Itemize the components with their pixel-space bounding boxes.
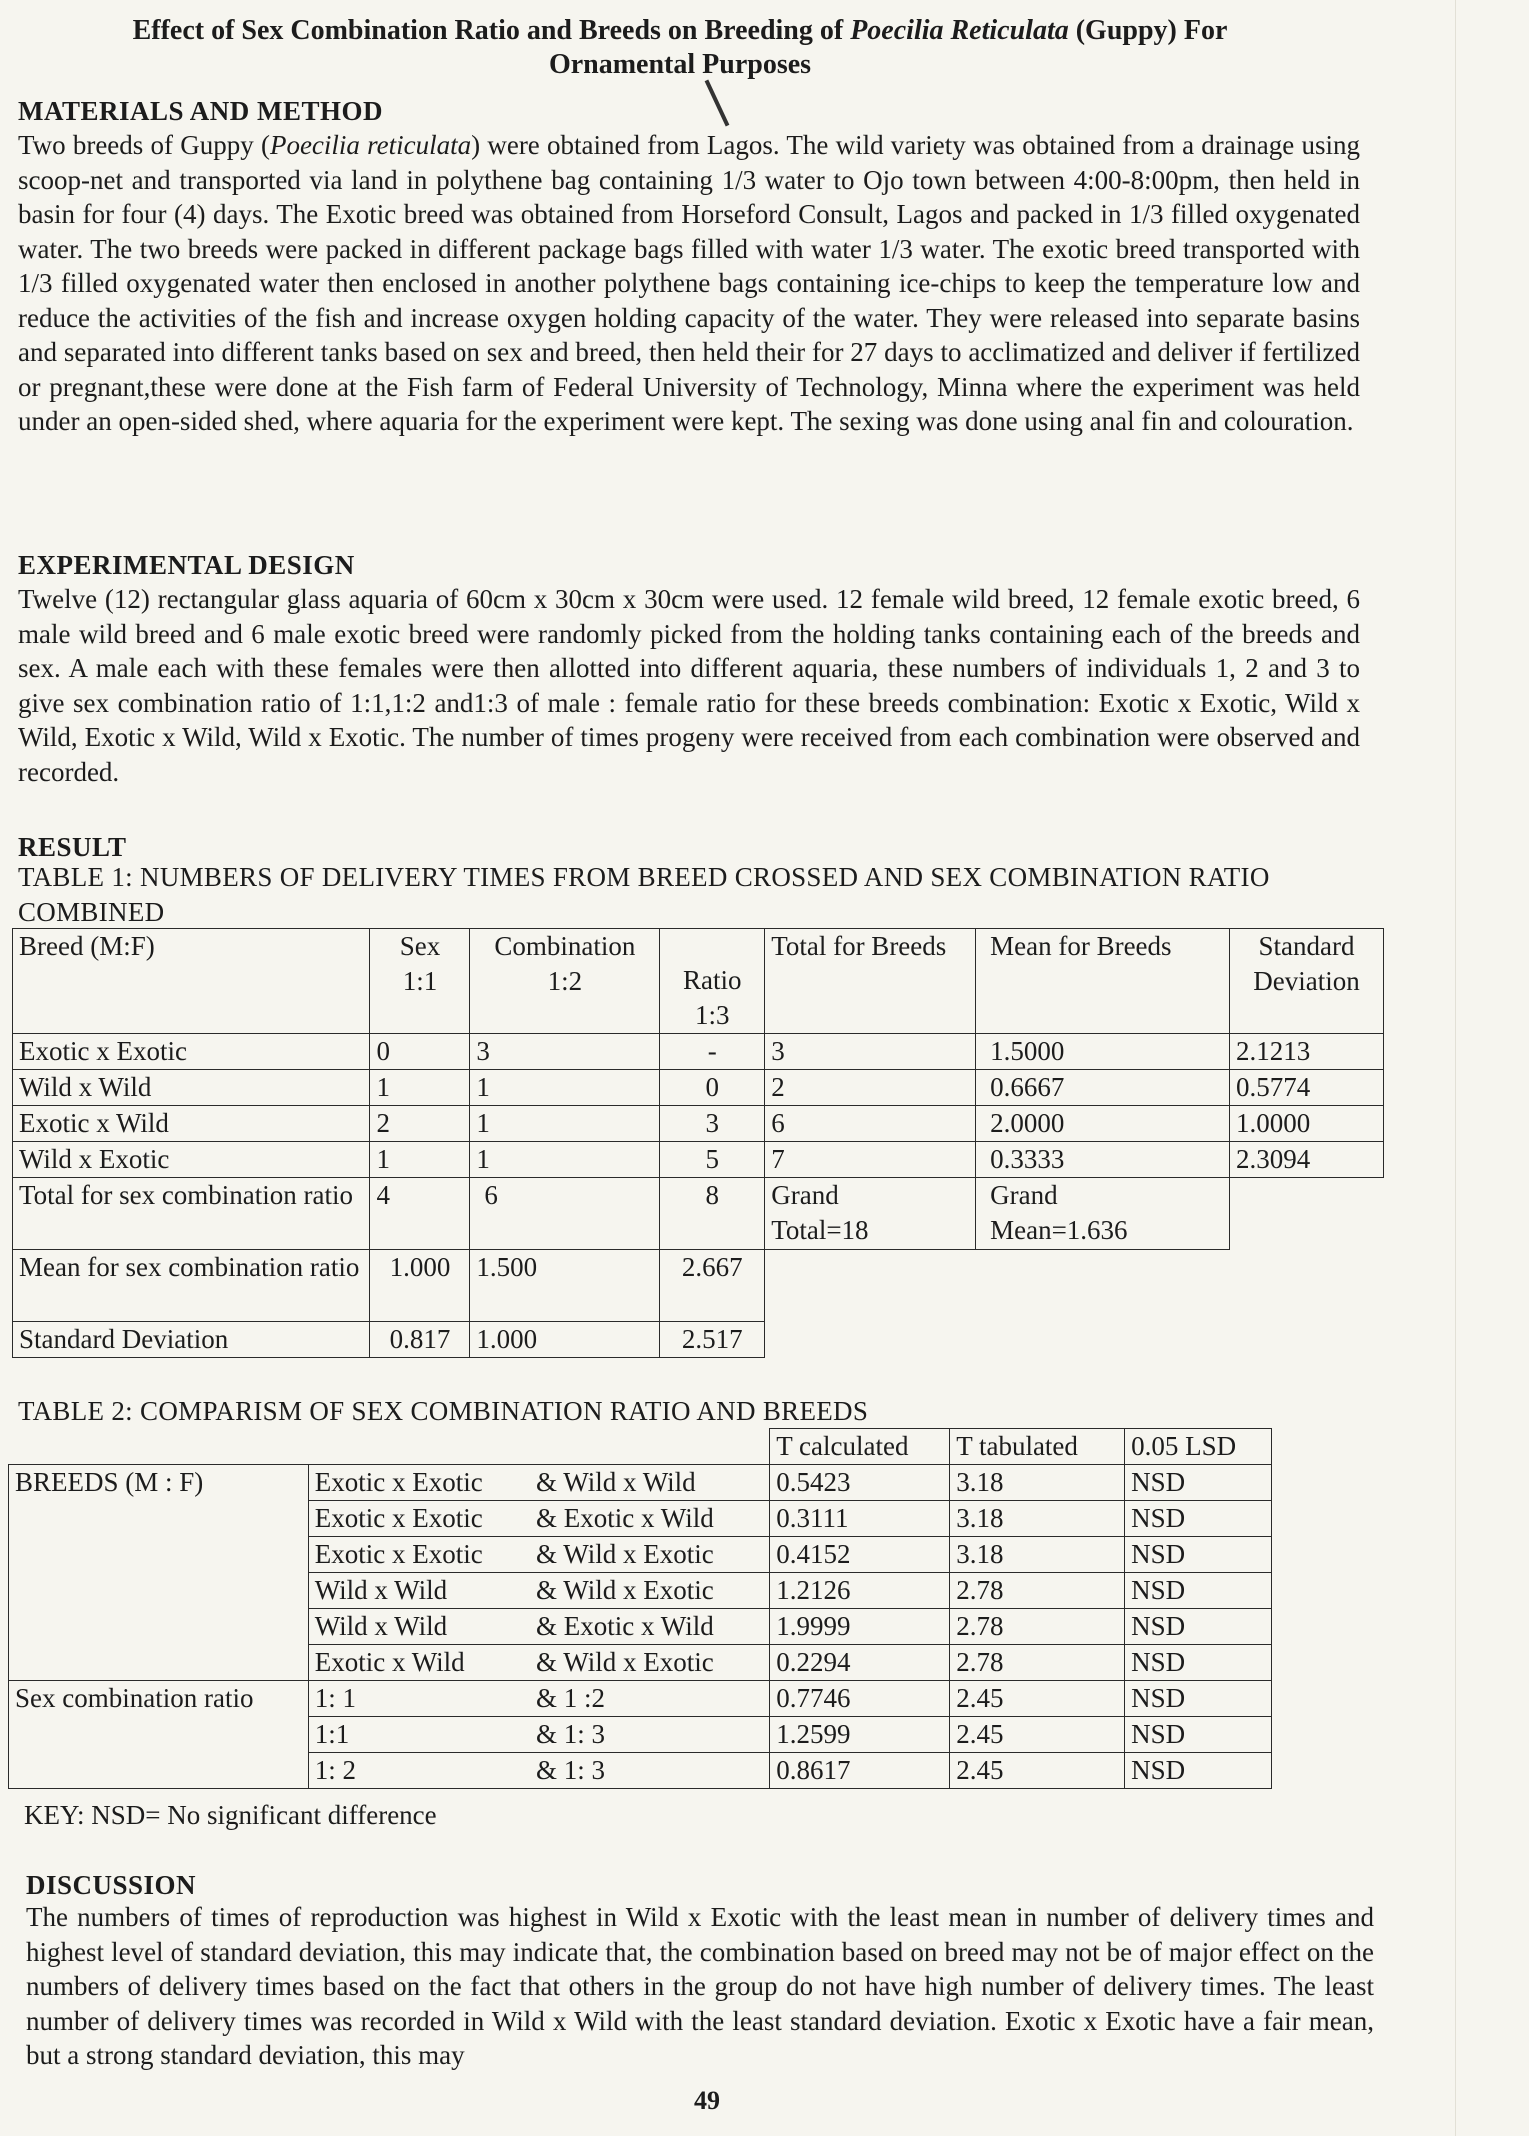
table2-cell: 1:1 [308, 1717, 530, 1753]
table2-cell: 2.45 [950, 1717, 1125, 1753]
table2-caption: TABLE 2: COMPARISM OF SEX COMBINATION RATIO AND BREEDS [18, 1396, 869, 1426]
table1-header-cell: Total for Breeds [765, 929, 976, 1034]
table1-cell: Wild x Exotic [13, 1142, 370, 1178]
table1-cell: 1 [470, 1142, 660, 1178]
table2-cell: 2.78 [950, 1645, 1125, 1681]
table1-caption: TABLE 1: NUMBERS OF DELIVERY TIMES FROM BREED CROSSED AND SEX COMBINATION RATIO COMBINED [18, 862, 1270, 927]
table2-cell: NSD [1125, 1573, 1272, 1609]
table1-cell: 1.500 [470, 1250, 660, 1322]
table1-cell: 1.5000 [976, 1034, 1230, 1070]
table1-cell: 2.517 [660, 1322, 765, 1358]
result-heading: RESULT [18, 832, 127, 862]
materials-text-post: ) were obtained from Lagos. The wild variety was obtained from a drainage using scoop-net and transported via land in polythene bag containing 1/3 water to Ojo town between 4:00-8:00pm, then held in basin for four (4) days. The Exotic breed was obtained from Horseford Consult, Lagos and packed in 1/3 filled oxygenated water. The two breeds were packed in different package bags filled with water 1/3 water. The exotic breed transported with 1/3 filled oxygenated water then enclosed in another polythene bags containing ice-chips to keep the temperature low and reduce the activities of the fish and increase oxygen holding capacity of the water. They were released into separate basins and separated into different tanks based on sex and breed, then held their for 27 days to acclimatized and deliver if fertilized or pregnant,these were done at the Fish farm of Federal University of Technology, Minna where the experiment was held under an open-sided shed, where aquaria for the experiment were kept. The sexing was done using anal fin and colouration. [18, 130, 1360, 436]
table2-group-label: BREEDS (M : F) [9, 1465, 309, 1681]
table2-cell: NSD [1125, 1537, 1272, 1573]
table1-header-row [13, 929, 1384, 1034]
table-row [13, 1142, 1384, 1178]
table2-empty-cell [530, 1429, 770, 1465]
table-row [9, 1465, 1272, 1501]
title-line1-b: (Guppy) For [1068, 15, 1228, 46]
title-line1-a: Effect of Sex Combination Ratio and Breeds on Breeding of [132, 15, 851, 46]
table2-cell: NSD [1125, 1753, 1272, 1789]
table-row [9, 1681, 1272, 1717]
table2-cell: & Exotic x Wild [530, 1609, 770, 1645]
table1-cell: 2.667 [660, 1250, 765, 1322]
table2-header-cell: T tabulated [950, 1429, 1125, 1465]
table2-cell: & Wild x Exotic [530, 1537, 770, 1573]
table2-cell: NSD [1125, 1645, 1272, 1681]
pen-mark [705, 79, 730, 126]
table2-cell: 3.18 [950, 1537, 1125, 1573]
table2-group-label: Sex combination ratio [9, 1681, 309, 1789]
table2-cell: & 1 :2 [530, 1681, 770, 1717]
table-row [13, 1106, 1384, 1142]
table1-header-cell: Standard Deviation [1230, 929, 1384, 1034]
table1-cell: 1.000 [470, 1322, 660, 1358]
table1-cell: 0 [370, 1034, 470, 1070]
table2-cell: NSD [1125, 1609, 1272, 1645]
table2-cell: & Exotic x Wild [530, 1501, 770, 1537]
table1-cell: 1 [370, 1142, 470, 1178]
table1-cell: 0.5774 [1230, 1070, 1384, 1106]
table2-header-cell: T calculated [770, 1429, 950, 1465]
table1-cell: 0 [660, 1070, 765, 1106]
table1-header-cell: Sex 1:1 [370, 929, 470, 1034]
table1-cell: Grand Mean=1.636 [976, 1178, 1230, 1250]
table1-cell: 2 [765, 1070, 976, 1106]
table1-cell: Exotic x Wild [13, 1106, 370, 1142]
table2-cell: 2.45 [950, 1681, 1125, 1717]
table1-header-cell: Mean for Breeds [976, 929, 1230, 1034]
table1-cell: 2.0000 [976, 1106, 1230, 1142]
table2-empty-cell [9, 1429, 309, 1465]
table1-cell: - [660, 1034, 765, 1070]
table1-cell: 1 [370, 1070, 470, 1106]
table1-cell: Wild x Wild [13, 1070, 370, 1106]
table2-header-cell: 0.05 LSD [1125, 1429, 1272, 1465]
materials-heading: MATERIALS AND METHOD [18, 96, 384, 126]
table1-mean-row [13, 1250, 1384, 1322]
table2-cell: 1.9999 [770, 1609, 950, 1645]
table2-cell: & Wild x Exotic [530, 1573, 770, 1609]
table1-cell: 3 [470, 1034, 660, 1070]
table1-cell: 2.3094 [1230, 1142, 1384, 1178]
table1-cell: 2.1213 [1230, 1034, 1384, 1070]
table2-cell: Exotic x Exotic [308, 1537, 530, 1573]
table2-cell: 2.45 [950, 1753, 1125, 1789]
table1-header-cell: Combination 1:2 [470, 929, 660, 1034]
table-row [13, 1070, 1384, 1106]
table1-empty-cell [1230, 1250, 1384, 1322]
discussion-paragraph: The numbers of times of reproduction was highest in Wild x Exotic with the least mean in number of delivery times and highest level of standard deviation, this may indicate that, the combination based on breed may not be of major effect on the numbers of delivery times based on the fact that others in the group do not have high number of delivery times. The least number of delivery times was recorded in Wild x Wild with the least standard deviation. Exotic x Exotic have a fair mean, but a strong standard deviation, this may [26, 1902, 1374, 2070]
table1-cell: 0.3333 [976, 1142, 1230, 1178]
table1-cell: 8 [660, 1178, 765, 1250]
page-edge-line [1455, 0, 1456, 2136]
table2-cell: 3.18 [950, 1501, 1125, 1537]
design-heading: EXPERIMENTAL DESIGN [18, 550, 355, 580]
table1-empty-cell [1230, 1178, 1384, 1250]
table1-sd-row [13, 1322, 1384, 1358]
table2-cell: 1: 1 [308, 1681, 530, 1717]
table2-cell: & Wild x Wild [530, 1465, 770, 1501]
table2-cell: Exotic x Exotic [308, 1501, 530, 1537]
table1-cell: 1.0000 [1230, 1106, 1384, 1142]
table1-cell: Standard Deviation [13, 1322, 370, 1358]
table2-cell: Wild x Wild [308, 1573, 530, 1609]
table1-cell: 3 [660, 1106, 765, 1142]
page-number: 49 [694, 2086, 720, 2115]
materials-text-pre: Two breeds of Guppy ( [18, 130, 270, 160]
table1-empty-cell [1230, 1322, 1384, 1358]
discussion-heading: DISCUSSION [26, 1870, 197, 1900]
table2-cell: 1.2599 [770, 1717, 950, 1753]
table2-cell: 1: 2 [308, 1753, 530, 1789]
table1-cell: 1 [470, 1106, 660, 1142]
table1-cell: 6 [470, 1178, 660, 1250]
table2-header-row [9, 1429, 1272, 1465]
table1-cell: 3 [765, 1034, 976, 1070]
table2-cell: NSD [1125, 1465, 1272, 1501]
table1-cell: Mean for sex combination ratio [13, 1250, 370, 1322]
table1-cell: 6 [765, 1106, 976, 1142]
table1-cell: Exotic x Exotic [13, 1034, 370, 1070]
table1-cell: Grand Total=18 [765, 1178, 976, 1250]
table2-cell: 3.18 [950, 1465, 1125, 1501]
table2-cell: 2.78 [950, 1573, 1125, 1609]
table-key: KEY: NSD= No significant difference [24, 1800, 437, 1830]
design-paragraph: Twelve (12) rectangular glass aquaria of 60cm x 30cm x 30cm were used. 12 female wild breed, 12 female exotic breed, 6 male wild breed and 6 male exotic breed were randomly picked from the holding tanks containing each of the breeds and sex. A male each with these females were then allotted into different aquaria, these numbers of individuals 1, 2 and 3 to give sex combination ratio of 1:1,1:2 and1:3 of male : female ratio for these breeds combination: Exotic x Exotic, Wild x Wild, Exotic x Wild, Wild x Exotic. The number of times progeny were received from each combination were observed and recorded. [18, 584, 1360, 787]
title-species: Poecilia Reticulata [850, 15, 1069, 46]
table1-cell: 7 [765, 1142, 976, 1178]
table1-cell: 1.000 [370, 1250, 470, 1322]
table1-cell: 0.6667 [976, 1070, 1230, 1106]
table1-empty-cell [976, 1250, 1230, 1322]
table1-total-row [13, 1178, 1384, 1250]
table1 [12, 928, 1384, 1358]
materials-paragraph [18, 128, 1360, 439]
table1-empty-cell [765, 1250, 976, 1322]
title-line2: Ornamental Purposes [548, 49, 812, 80]
table1-cell: 1 [470, 1070, 660, 1106]
table1-cell: 2 [370, 1106, 470, 1142]
table2-cell: Wild x Wild [308, 1609, 530, 1645]
table1-header-cell: Ratio 1:3 [660, 929, 765, 1034]
table2-cell: NSD [1125, 1717, 1272, 1753]
table1-cell: Total for sex combination ratio [13, 1178, 370, 1250]
paper-title [60, 14, 1300, 82]
table2 [8, 1428, 1272, 1789]
table2-cell: 0.4152 [770, 1537, 950, 1573]
table2-cell: 2.78 [950, 1609, 1125, 1645]
table2-cell: & 1: 3 [530, 1753, 770, 1789]
materials-species: Poecilia reticulata [269, 130, 472, 160]
table1-cell: 4 [370, 1178, 470, 1250]
table2-cell: Exotic x Wild [308, 1645, 530, 1681]
table2-cell: 0.7746 [770, 1681, 950, 1717]
table1-cell: 0.817 [370, 1322, 470, 1358]
table2-cell: Exotic x Exotic [308, 1465, 530, 1501]
table2-cell: 0.3111 [770, 1501, 950, 1537]
table2-cell: 0.5423 [770, 1465, 950, 1501]
table2-empty-cell [308, 1429, 530, 1465]
table2-cell: 0.8617 [770, 1753, 950, 1789]
table-row [13, 1034, 1384, 1070]
table2-cell: NSD [1125, 1501, 1272, 1537]
table2-cell: 1.2126 [770, 1573, 950, 1609]
table1-cell: 5 [660, 1142, 765, 1178]
table2-cell: 0.2294 [770, 1645, 950, 1681]
table1-empty-cell [976, 1322, 1230, 1358]
table2-cell: & 1: 3 [530, 1717, 770, 1753]
table2-cell: & Wild x Exotic [530, 1645, 770, 1681]
table2-cell: NSD [1125, 1681, 1272, 1717]
table1-header-cell: Breed (M:F) [13, 929, 370, 1034]
table1-empty-cell [765, 1322, 976, 1358]
